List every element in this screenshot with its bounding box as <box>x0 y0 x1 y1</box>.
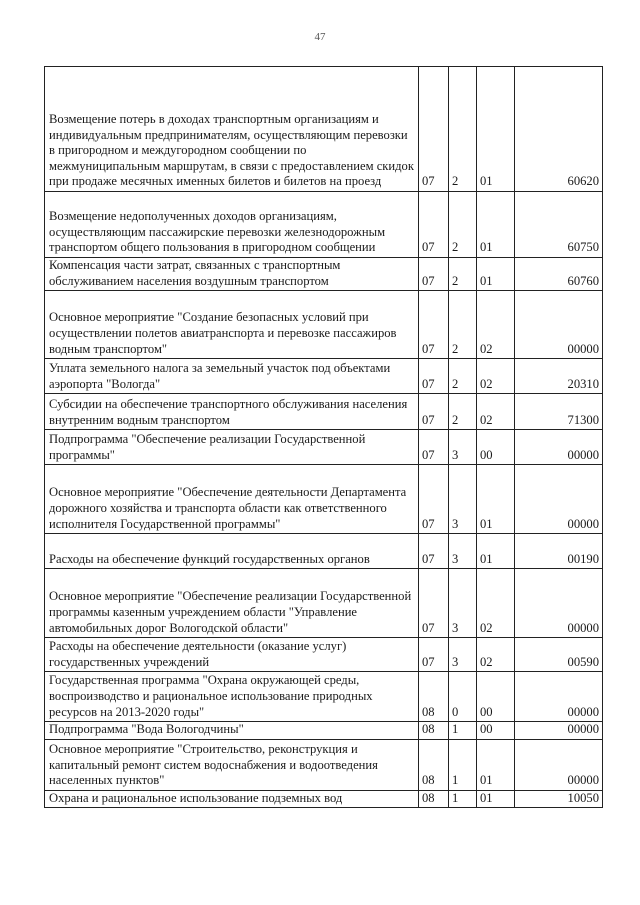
section-code: 07 <box>419 638 449 672</box>
expense-code: 00000 <box>515 569 603 638</box>
row-description: Основное мероприятие "Обеспечение реализации Государственной программы казенным учреждением области "Управление автомобильных дорог Вологодской области" <box>45 569 419 638</box>
expense-code: 00000 <box>515 672 603 722</box>
table-row <box>45 359 603 394</box>
subprogram-code: 3 <box>449 638 477 672</box>
subprogram-code: 3 <box>449 430 477 465</box>
section-code: 07 <box>419 394 449 430</box>
subprogram-code: 2 <box>449 394 477 430</box>
table-row <box>45 722 603 740</box>
event-code: 02 <box>477 359 515 394</box>
row-description: Основное мероприятие "Создание безопасных условий при осуществлении полетов авиатранспорта и перевозке пассажиров водным транспортом" <box>45 291 419 359</box>
event-code: 02 <box>477 569 515 638</box>
row-description: Подпрограмма "Вода Вологодчины" <box>45 722 419 740</box>
table-row <box>45 192 603 258</box>
table-body <box>45 67 603 808</box>
section-code: 08 <box>419 722 449 740</box>
row-description: Возмещение потерь в доходах транспортным организациям и индивидуальным предпринимателям, осуществляющим перевозки в пригородном и междугородном сообщении по межмуниципальным маршрутам, в связи с предоставлением скидок при продаже месячных именных билетов и билетов на проезд <box>45 67 419 192</box>
row-description: Охрана и рациональное использование подземных вод <box>45 790 419 808</box>
subprogram-code: 2 <box>449 258 477 291</box>
subprogram-code: 3 <box>449 465 477 534</box>
table-row <box>45 430 603 465</box>
event-code: 00 <box>477 672 515 722</box>
table-row <box>45 258 603 291</box>
expense-code: 00000 <box>515 739 603 790</box>
row-description: Уплата земельного налога за земельный участок под объектами аэропорта "Вологда" <box>45 359 419 394</box>
subprogram-code: 2 <box>449 67 477 192</box>
expense-code: 00000 <box>515 291 603 359</box>
row-description: Основное мероприятие "Строительство, реконструкция и капитальный ремонт систем водоснабжения и водоотведения населенных пунктов" <box>45 739 419 790</box>
subprogram-code: 2 <box>449 192 477 258</box>
expense-code: 60620 <box>515 67 603 192</box>
section-code: 08 <box>419 739 449 790</box>
expense-code: 60760 <box>515 258 603 291</box>
row-description: Подпрограмма "Обеспечение реализации Государственной программы" <box>45 430 419 465</box>
section-code: 07 <box>419 258 449 291</box>
subprogram-code: 1 <box>449 739 477 790</box>
section-code: 07 <box>419 192 449 258</box>
expense-code: 71300 <box>515 394 603 430</box>
event-code: 01 <box>477 258 515 291</box>
event-code: 00 <box>477 430 515 465</box>
event-code: 01 <box>477 192 515 258</box>
event-code: 02 <box>477 394 515 430</box>
section-code: 07 <box>419 534 449 569</box>
expense-code: 20310 <box>515 359 603 394</box>
event-code: 01 <box>477 534 515 569</box>
row-description: Государственная программа "Охрана окружающей среды, воспроизводство и рациональное использование природных ресурсов на 2013-2020 годы" <box>45 672 419 722</box>
table-row <box>45 465 603 534</box>
row-description: Компенсация части затрат, связанных с транспортным обслуживанием населения воздушным транспортом <box>45 258 419 291</box>
row-description: Основное мероприятие "Обеспечение деятельности Департамента дорожного хозяйства и транспорта области как ответственного исполнителя Государственной программы" <box>45 465 419 534</box>
section-code: 07 <box>419 569 449 638</box>
event-code: 02 <box>477 638 515 672</box>
page-number: 47 <box>314 31 326 43</box>
table-row <box>45 638 603 672</box>
table-row <box>45 672 603 722</box>
subprogram-code: 1 <box>449 722 477 740</box>
row-description: Субсидии на обеспечение транспортного обслуживания населения внутренним водным транспортом <box>45 394 419 430</box>
event-code: 02 <box>477 291 515 359</box>
table-row <box>45 291 603 359</box>
subprogram-code: 3 <box>449 534 477 569</box>
subprogram-code: 3 <box>449 569 477 638</box>
subprogram-code: 2 <box>449 291 477 359</box>
row-description: Расходы на обеспечение функций государственных органов <box>45 534 419 569</box>
expense-code: 00590 <box>515 638 603 672</box>
expense-code: 60750 <box>515 192 603 258</box>
expense-code: 00000 <box>515 430 603 465</box>
expense-code: 10050 <box>515 790 603 808</box>
expense-code: 00190 <box>515 534 603 569</box>
section-code: 07 <box>419 291 449 359</box>
table-row <box>45 534 603 569</box>
expense-code: 00000 <box>515 722 603 740</box>
section-code: 07 <box>419 67 449 192</box>
event-code: 01 <box>477 465 515 534</box>
section-code: 07 <box>419 465 449 534</box>
table-row <box>45 569 603 638</box>
section-code: 07 <box>419 359 449 394</box>
event-code: 01 <box>477 739 515 790</box>
section-code: 08 <box>419 672 449 722</box>
event-code: 00 <box>477 722 515 740</box>
subprogram-code: 2 <box>449 359 477 394</box>
section-code: 08 <box>419 790 449 808</box>
row-description: Расходы на обеспечение деятельности (оказание услуг) государственных учреждений <box>45 638 419 672</box>
table-row <box>45 394 603 430</box>
subprogram-code: 1 <box>449 790 477 808</box>
table-row <box>45 739 603 790</box>
subprogram-code: 0 <box>449 672 477 722</box>
table-row <box>45 67 603 192</box>
expense-code: 00000 <box>515 465 603 534</box>
event-code: 01 <box>477 790 515 808</box>
event-code: 01 <box>477 67 515 192</box>
row-description: Возмещение недополученных доходов организациям, осуществляющим пассажирские перевозки железнодорожным транспортом общего пользования в пригородном сообщении <box>45 192 419 258</box>
budget-classification-table <box>44 66 603 808</box>
section-code: 07 <box>419 430 449 465</box>
table-row <box>45 790 603 808</box>
